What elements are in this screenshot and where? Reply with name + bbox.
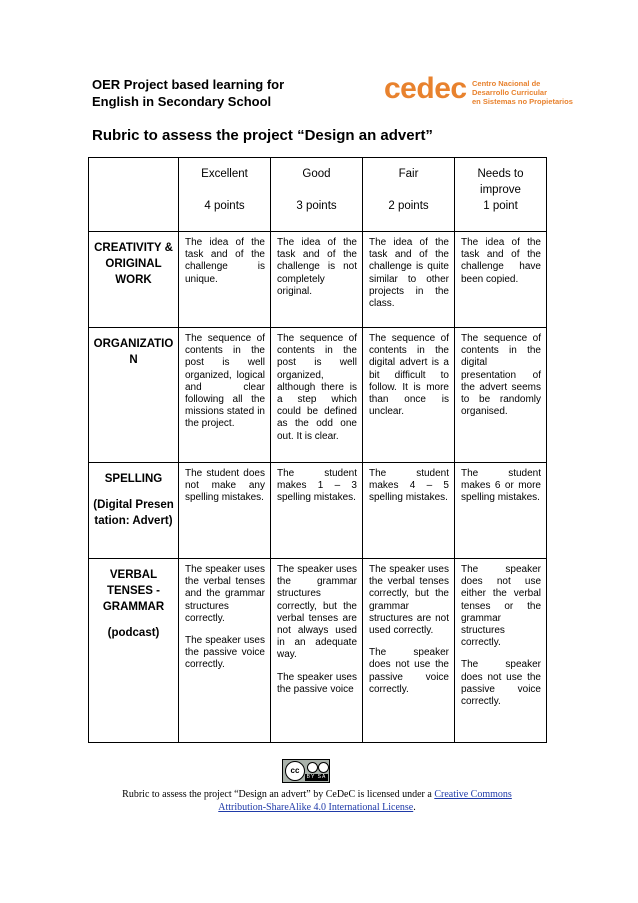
- header-line-1: OER Project based learning for: [92, 77, 285, 92]
- cc-license-badge[interactable]: [282, 759, 330, 783]
- col-points: 2 points: [388, 200, 429, 212]
- rubric-table: [88, 157, 547, 743]
- table-cell: [455, 559, 547, 743]
- col-header-good: [271, 158, 363, 232]
- table-cell: [363, 559, 455, 743]
- cc-icon: cc: [285, 761, 305, 781]
- license-notice: [92, 788, 542, 814]
- logo-subtitle: [472, 79, 573, 106]
- row-label-organization: ORGANIZATION: [89, 328, 179, 463]
- logo-sub-line-2: Desarrollo Curricular: [472, 88, 548, 97]
- cell-text: The speaker uses the verbal tenses and the grammar structures correctly.: [185, 564, 265, 624]
- document-header: [92, 76, 352, 110]
- col-points: 1 point: [483, 200, 518, 212]
- table-cell: The sequence of contents in the digital presentation of the advert seems to be randomly organised.: [455, 328, 547, 463]
- row-label-sub: (Digital Presentation: Advert): [93, 499, 174, 527]
- cell-text: The speaker does not use either the verbal tenses or the grammar structures correctly.: [461, 564, 541, 649]
- table-cell: The sequence of contents in the digital advert is a bit difficult to follow. It is more than once is unclear.: [363, 328, 455, 463]
- col-header-excellent: [179, 158, 271, 232]
- cc-badge-strip: BY SA: [306, 774, 327, 780]
- empty-corner-cell: [89, 158, 179, 232]
- license-link[interactable]: Attribution-ShareAlike 4.0 International License: [218, 802, 414, 813]
- row-label-creativity: CREATIVITY & ORIGINAL WORK: [89, 232, 179, 328]
- row-label-verbal-tenses: [89, 559, 179, 743]
- table-row: [89, 328, 547, 463]
- logo-sub-line-1: Centro Nacional de: [472, 79, 541, 88]
- license-text: Rubric to assess the project “Design an advert” by CeDeC is licensed under a: [122, 789, 435, 800]
- col-header-fair: [363, 158, 455, 232]
- col-name: Good: [302, 168, 331, 180]
- table-cell: The student makes 4 – 5 spelling mistakes.: [363, 463, 455, 559]
- cell-text: The speaker does not use the passive voice correctly.: [461, 659, 541, 708]
- table-cell: The sequence of contents in the post is well organized, logical and clear following all the missions stated in the project.: [179, 328, 271, 463]
- creative-commons-link[interactable]: Creative Commons: [434, 789, 512, 800]
- cedec-logo: [384, 72, 574, 108]
- col-points: 3 points: [296, 200, 337, 212]
- col-points: 4 points: [204, 200, 245, 212]
- table-cell: The idea of the task and of the challenge is not completely original.: [271, 232, 363, 328]
- header-row: [89, 158, 547, 232]
- table-row: [89, 232, 547, 328]
- row-label-sub: (podcast): [107, 627, 160, 639]
- table-row: [89, 559, 547, 743]
- col-name: Excellent: [201, 168, 248, 180]
- header-line-2: English in Secondary School: [92, 94, 272, 109]
- table-cell: The idea of the task and of the challenge have been copied.: [455, 232, 547, 328]
- share-alike-icon: [318, 762, 329, 773]
- row-label-main: VERBAL TENSES - GRAMMAR: [102, 569, 165, 613]
- attribution-icon: [307, 762, 318, 773]
- row-label-main: SPELLING: [104, 473, 163, 485]
- table-cell: The student makes 1 – 3 spelling mistakes.: [271, 463, 363, 559]
- logo-sub-line-3: en Sistemas no Propietarios: [472, 97, 573, 106]
- col-name: Needs to improve: [477, 168, 524, 196]
- row-label-spelling: [89, 463, 179, 559]
- logo-wordmark: cedec: [384, 72, 467, 105]
- cell-text: The speaker uses the grammar structures correctly, but the verbal tenses are not always used in an adequate way.: [277, 564, 357, 661]
- table-cell: [179, 559, 271, 743]
- page-title: Rubric to assess the project “Design an advert”: [92, 127, 433, 144]
- table-cell: The idea of the task and of the challenge is quite similar to other projects in the class.: [363, 232, 455, 328]
- cell-text: The speaker uses the passive voice: [277, 671, 357, 695]
- license-end: .: [413, 802, 416, 813]
- table-cell: The sequence of contents in the post is well organized, although there is a step which could be defined as the odd one out. It is clear.: [271, 328, 363, 463]
- cell-text: The speaker does not use the passive voice correctly.: [369, 647, 449, 695]
- table-row: [89, 463, 547, 559]
- table-cell: The idea of the task and of the challenge is unique.: [179, 232, 271, 328]
- cell-text: The speaker uses the verbal tenses correctly, but the grammar structures are not used correctly.: [369, 564, 449, 637]
- col-name: Fair: [398, 168, 419, 180]
- col-header-needs-improve: [455, 158, 547, 232]
- table-cell: The student does not make any spelling mistakes.: [179, 463, 271, 559]
- table-cell: The student makes 6 or more spelling mistakes.: [455, 463, 547, 559]
- cell-text: The speaker uses the passive voice correctly.: [185, 635, 265, 671]
- table-cell: [271, 559, 363, 743]
